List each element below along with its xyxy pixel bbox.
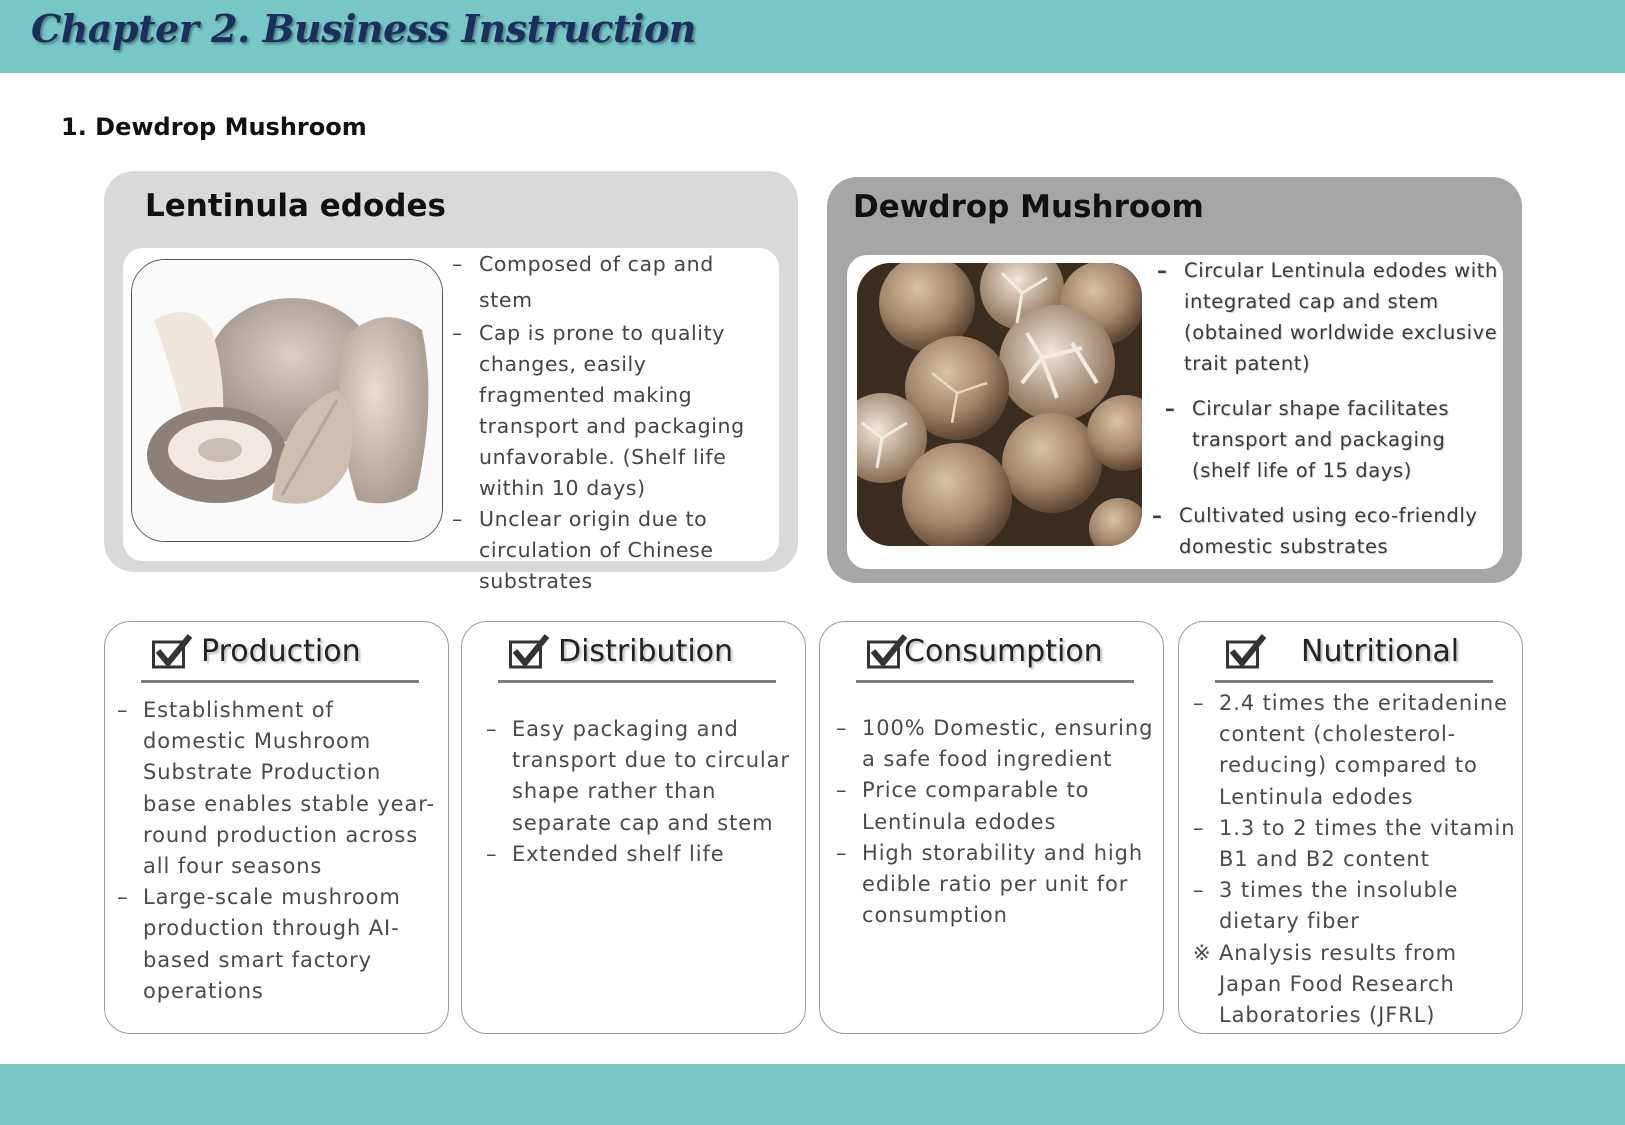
checkbox-check-icon: [1226, 634, 1266, 670]
list-item: – 2.4 times the eritadenine content (cholesterol-reducing) compared to Lentinula edodes: [1193, 688, 1519, 813]
nutritional-card: [1178, 621, 1523, 1034]
lentinula-edodes-panel: [104, 171, 798, 593]
card-title: Consumption: [904, 634, 1103, 669]
dewdrop-mushroom-bullets: [1157, 255, 1503, 576]
list-item: – Large-scale mushroom production through AI-based smart factory operations: [117, 882, 437, 1007]
checkbox-check-icon: [509, 634, 549, 670]
list-item: – Cap is prone to quality changes, easily fragmented making transport and packaging unfavorable. (Shelf life within 10 days): [452, 318, 772, 504]
list-item: – 100% Domestic, ensuring a safe food ingredient: [836, 713, 1156, 775]
list-item: – 3 times the insoluble dietary fiber: [1193, 875, 1519, 937]
panel-title: Dewdrop Mushroom: [853, 189, 1204, 225]
card-header: [498, 630, 776, 683]
list-item: – Easy packaging and transport due to circular shape rather than separate cap and stem: [486, 714, 796, 839]
list-item: – Cultivated using eco-friendly domestic substrates: [1152, 500, 1503, 562]
list-item: – 1.3 to 2 times the vitamin B1 and B2 content: [1193, 813, 1519, 875]
list-item: – Establishment of domestic Mushroom Substrate Production base enables stable year-round production across all four seasons: [117, 695, 437, 882]
list-item: – Circular shape facilitates transport and packaging (shelf life of 15 days): [1165, 393, 1503, 486]
footer-bar: [0, 1064, 1625, 1125]
card-header: [141, 630, 419, 683]
production-list: [117, 695, 437, 1007]
card-title: Production: [201, 634, 361, 669]
distribution-list: [486, 714, 796, 870]
checkbox-check-icon: [867, 634, 907, 670]
dewdrop-mushroom-photo: [857, 263, 1142, 546]
panel-title: Lentinula edodes: [145, 188, 446, 224]
panel-content: [123, 248, 779, 593]
card-title: Nutritional: [1301, 634, 1460, 669]
card-header: [856, 630, 1134, 683]
list-item: – Unclear origin due to circulation of Chinese substrates: [452, 504, 772, 597]
list-item: – High storability and high edible ratio per unit for consumption: [836, 838, 1156, 932]
list-item: – Extended shelf life: [486, 839, 796, 870]
header-bar: [0, 0, 1625, 73]
consumption-list: [836, 713, 1156, 931]
list-item: – Circular Lentinula edodes with integrated cap and stem (obtained worldwide exclusive trait patent): [1157, 255, 1503, 379]
checkbox-check-icon: [152, 634, 192, 670]
lentinula-edodes-bullets: [452, 246, 772, 597]
lentinula-edodes-photo: [131, 259, 443, 542]
footnote: ※ Analysis results from Japan Food Research Laboratories (JFRL): [1193, 938, 1519, 1032]
dewdrop-mushroom-panel: [827, 177, 1522, 583]
section-title: 1. Dewdrop Mushroom: [61, 113, 367, 141]
card-title: Distribution: [558, 634, 734, 669]
nutritional-list: [1193, 688, 1519, 1031]
list-item: – Price comparable to Lentinula edodes: [836, 775, 1156, 837]
consumption-card: [819, 621, 1164, 1034]
card-header: [1215, 630, 1493, 683]
panel-content: [847, 255, 1503, 569]
production-card: [104, 621, 449, 1034]
chapter-title: Chapter 2. Business Instruction: [31, 6, 696, 51]
distribution-card: [461, 621, 806, 1034]
list-item: – Composed of cap and stem: [452, 246, 772, 318]
